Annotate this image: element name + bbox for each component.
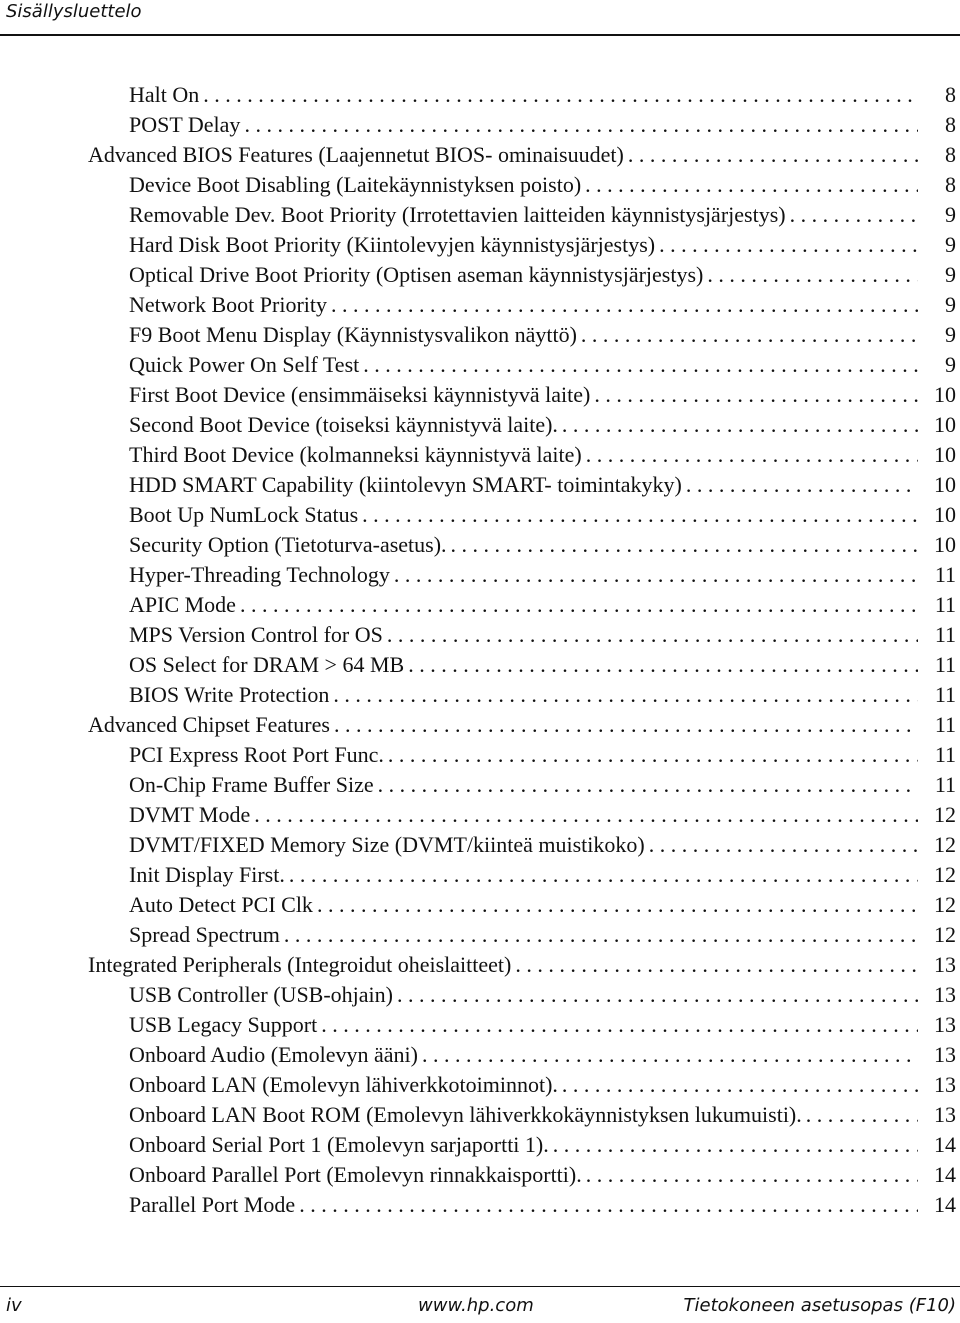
toc-entry[interactable] <box>0 530 960 560</box>
toc-entry-page-number: 8 <box>945 172 956 197</box>
toc-entry-page-number: 12 <box>934 922 956 947</box>
toc-dot-leader <box>422 1040 918 1070</box>
toc-entry-page-number: 10 <box>934 502 956 527</box>
toc-entry-page-number: 13 <box>934 1102 956 1127</box>
toc-dot-leader <box>594 380 918 410</box>
toc-entry[interactable] <box>0 890 960 920</box>
toc-entry-page-number: 13 <box>934 952 956 977</box>
toc-dot-leader <box>408 650 918 680</box>
toc-dot-leader <box>686 470 918 500</box>
toc-dot-leader <box>553 1130 918 1160</box>
toc-entry-page-number: 10 <box>934 532 956 557</box>
toc-entry-label: On-Chip Frame Buffer Size <box>129 772 374 797</box>
toc-entry-label: Init Display First. <box>129 862 285 887</box>
toc-entry-label: Network Boot Priority <box>129 292 327 317</box>
toc-entry-page-number: 13 <box>934 982 956 1007</box>
toc-entry-page-number: 10 <box>934 382 956 407</box>
toc-entry-page-number: 11 <box>934 622 956 647</box>
footer-divider <box>0 1286 960 1287</box>
toc-entry[interactable] <box>0 440 960 470</box>
toc-dot-leader <box>317 890 918 920</box>
toc-entry-page-number: 12 <box>934 832 956 857</box>
toc-entry-label: F9 Boot Menu Display (Käynnistysvalikon näyttö) <box>129 322 577 347</box>
toc-entry-page-number: 14 <box>934 1162 956 1187</box>
toc-dot-leader <box>284 920 918 950</box>
toc-entry[interactable] <box>0 950 960 980</box>
toc-dot-leader <box>394 560 918 590</box>
toc-dot-leader <box>515 950 918 980</box>
toc-entry[interactable] <box>0 80 960 110</box>
header-divider <box>0 34 960 36</box>
toc-entry-page-number: 9 <box>945 232 956 257</box>
toc-dot-leader <box>254 800 918 830</box>
toc-entry[interactable] <box>0 1010 960 1040</box>
toc-entry[interactable] <box>0 1070 960 1100</box>
toc-entry-page-number: 10 <box>934 472 956 497</box>
toc-entry-label: Onboard LAN (Emolevyn lähiverkkotoiminnot). <box>129 1072 558 1097</box>
footer-document-title: Tietokoneen asetusopas (F10) <box>683 1295 956 1316</box>
toc-entry-page-number: 11 <box>934 682 956 707</box>
toc-entry-page-number: 13 <box>934 1042 956 1067</box>
toc-dot-leader <box>451 530 918 560</box>
toc-dot-leader <box>562 1070 918 1100</box>
toc-entry[interactable] <box>0 470 960 500</box>
toc-entry-label: Boot Up NumLock Status <box>129 502 359 527</box>
toc-entry-page-number: 10 <box>934 412 956 437</box>
toc-entry-page-number: 9 <box>945 262 956 287</box>
toc-dot-leader <box>334 710 918 740</box>
toc-entry-label: Onboard LAN Boot ROM (Emolevyn lähiverkkokäynnistyksen lukumuisti). <box>129 1102 802 1127</box>
footer-page-number: iv <box>6 1295 22 1316</box>
toc-entry-label: Onboard Serial Port 1 (Emolevyn sarjaportti 1). <box>129 1132 549 1157</box>
toc-entry-page-number: 8 <box>945 142 956 167</box>
toc-dot-leader <box>659 230 918 260</box>
toc-entry-label: Device Boot Disabling (Laitekäynnistyksen poisto) <box>129 172 582 197</box>
toc-entry-page-number: 12 <box>934 862 956 887</box>
toc-entry[interactable] <box>0 380 960 410</box>
toc-entry-page-number: 11 <box>934 652 956 677</box>
toc-dot-leader <box>331 290 918 320</box>
toc-entry[interactable] <box>0 500 960 530</box>
toc-entry[interactable] <box>0 770 960 800</box>
toc-entry-page-number: 11 <box>934 742 956 767</box>
toc-entry-label: OS Select for DRAM > 64 MB <box>129 652 405 677</box>
toc-entry[interactable] <box>0 590 960 620</box>
table-of-contents <box>0 80 960 1220</box>
toc-entry-label: HDD SMART Capability (kiintolevyn SMART- toimintakyky) <box>129 472 682 497</box>
toc-entry[interactable] <box>0 260 960 290</box>
toc-entry-page-number: 11 <box>934 712 956 737</box>
toc-entry-page-number: 9 <box>945 352 956 377</box>
toc-dot-leader <box>790 200 918 230</box>
toc-entry-page-number: 11 <box>934 772 956 797</box>
toc-dot-leader <box>397 980 918 1010</box>
toc-entry-label: Hard Disk Boot Priority (Kiintolevyjen käynnistysjärjestys) <box>129 232 656 257</box>
toc-entry-label: USB Controller (USB-ohjain) <box>129 982 393 1007</box>
toc-entry-page-number: 9 <box>945 202 956 227</box>
toc-entry[interactable] <box>0 1160 960 1190</box>
toc-dot-leader <box>585 170 918 200</box>
toc-entry[interactable] <box>0 1130 960 1160</box>
toc-dot-leader <box>333 680 918 710</box>
toc-entry[interactable] <box>0 560 960 590</box>
toc-dot-leader <box>707 260 918 290</box>
toc-entry[interactable] <box>0 860 960 890</box>
toc-entry[interactable] <box>0 980 960 1010</box>
toc-entry-page-number: 13 <box>934 1072 956 1097</box>
toc-entry-page-number: 8 <box>945 82 956 107</box>
toc-entry-label: Second Boot Device (toiseksi käynnistyvä laite). <box>129 412 558 437</box>
toc-entry-page-number: 12 <box>934 892 956 917</box>
toc-dot-leader <box>289 860 918 890</box>
toc-dot-leader <box>321 1010 918 1040</box>
toc-entry-label: Integrated Peripherals (Integroidut oheislaitteet) <box>88 952 512 977</box>
toc-entry-label: USB Legacy Support <box>129 1012 318 1037</box>
toc-entry-label: Hyper-Threading Technology <box>129 562 390 587</box>
toc-entry-label: BIOS Write Protection <box>129 682 330 707</box>
toc-entry-label: DVMT Mode <box>129 802 251 827</box>
toc-entry[interactable] <box>0 920 960 950</box>
toc-entry-label: Third Boot Device (kolmanneksi käynnistyvä laite) <box>129 442 582 467</box>
toc-entry-label: Optical Drive Boot Priority (Optisen aseman käynnistysjärjestys) <box>129 262 704 287</box>
toc-entry[interactable] <box>0 650 960 680</box>
toc-entry[interactable] <box>0 740 960 770</box>
toc-dot-leader <box>203 80 918 110</box>
toc-entry-label: Spread Spectrum <box>129 922 280 947</box>
toc-entry-page-number: 14 <box>934 1132 956 1157</box>
toc-entry-page-number: 11 <box>934 592 956 617</box>
toc-dot-leader <box>362 500 918 530</box>
toc-entry-label: Parallel Port Mode <box>129 1192 296 1217</box>
toc-dot-leader <box>363 350 918 380</box>
toc-entry-label: APIC Mode <box>129 592 236 617</box>
toc-entry-page-number: 9 <box>945 322 956 347</box>
toc-entry-label: Onboard Audio (Emolevyn ääni) <box>129 1042 418 1067</box>
toc-entry-page-number: 14 <box>934 1192 956 1217</box>
toc-dot-leader <box>562 410 918 440</box>
toc-entry-label: Auto Detect PCI Clk <box>129 892 313 917</box>
toc-entry[interactable] <box>0 680 960 710</box>
toc-entry-label: Advanced Chipset Features <box>88 712 330 737</box>
toc-entry[interactable] <box>0 800 960 830</box>
toc-dot-leader <box>244 110 918 140</box>
toc-dot-leader <box>387 620 918 650</box>
toc-dot-leader <box>240 590 918 620</box>
toc-entry-label: DVMT/FIXED Memory Size (DVMT/kiinteä muistikoko) <box>129 832 645 857</box>
toc-dot-leader <box>628 140 918 170</box>
toc-entry-label: Removable Dev. Boot Priority (Irrotettavien laitteiden käynnistysjärjestys) <box>129 202 786 227</box>
toc-entry-label: POST Delay <box>129 112 241 137</box>
toc-entry-label: First Boot Device (ensimmäiseksi käynnistyvä laite) <box>129 382 591 407</box>
toc-dot-leader <box>388 740 918 770</box>
toc-entry-page-number: 11 <box>934 562 956 587</box>
toc-entry-label: MPS Version Control for OS <box>129 622 383 647</box>
toc-dot-leader <box>586 1160 918 1190</box>
toc-entry[interactable] <box>0 1040 960 1070</box>
toc-entry-label: Advanced BIOS Features (Laajennetut BIOS- ominaisuudet) <box>88 142 624 167</box>
footer-url-link[interactable]: www.hp.com <box>418 1295 534 1316</box>
toc-entry[interactable] <box>0 140 960 170</box>
toc-entry[interactable] <box>0 1190 960 1220</box>
toc-dot-leader <box>806 1100 918 1130</box>
toc-entry[interactable] <box>0 350 960 380</box>
toc-entry[interactable] <box>0 110 960 140</box>
toc-dot-leader <box>299 1190 918 1220</box>
toc-entry-label: Quick Power On Self Test <box>129 352 360 377</box>
toc-entry-page-number: 8 <box>945 112 956 137</box>
toc-entry[interactable] <box>0 200 960 230</box>
toc-entry-label: Security Option (Tietoturva-asetus). <box>129 532 447 557</box>
toc-entry[interactable] <box>0 290 960 320</box>
toc-entry-page-number: 12 <box>934 802 956 827</box>
section-title: Sisällysluettelo <box>6 1 142 22</box>
toc-entry[interactable] <box>0 410 960 440</box>
toc-entry[interactable] <box>0 170 960 200</box>
toc-entry[interactable] <box>0 1100 960 1130</box>
toc-entry-label: Halt On <box>129 82 200 107</box>
toc-entry[interactable] <box>0 710 960 740</box>
toc-entry[interactable] <box>0 830 960 860</box>
toc-dot-leader <box>378 770 918 800</box>
toc-dot-leader <box>581 320 918 350</box>
page-header <box>0 0 960 34</box>
toc-entry-label: PCI Express Root Port Func. <box>129 742 384 767</box>
toc-entry-label: Onboard Parallel Port (Emolevyn rinnakkaisportti). <box>129 1162 582 1187</box>
toc-entry-page-number: 9 <box>945 292 956 317</box>
toc-entry-page-number: 13 <box>934 1012 956 1037</box>
toc-dot-leader <box>586 440 918 470</box>
toc-entry-page-number: 10 <box>934 442 956 467</box>
toc-dot-leader <box>649 830 918 860</box>
toc-entry[interactable] <box>0 620 960 650</box>
toc-entry[interactable] <box>0 230 960 260</box>
toc-entry[interactable] <box>0 320 960 350</box>
